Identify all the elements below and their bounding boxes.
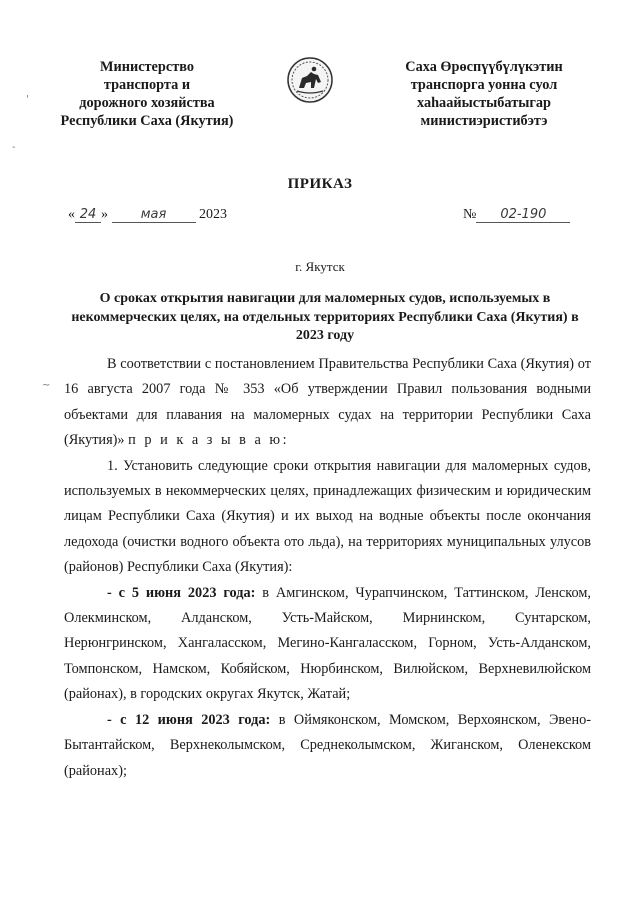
ministry-sakha-line: Саха Өрөспүүбүлүкэтин (405, 59, 563, 75)
clause-1-item-2 (64, 708, 591, 784)
ministry-name-ru (40, 58, 254, 130)
preamble-text: В соответствии с постановлением Правительства Республики Саха (Якутия) от 16 августа 2007 года № 353 «Об утверждении Правил пользования водными объектами для плавания на маломерных судах на территории Республики Саха (Якутия)» (64, 356, 591, 449)
item-1-date: - с 5 июня 2023 года: (107, 584, 256, 601)
scan-mark: ' (26, 94, 29, 105)
clause-1-item-1 (64, 581, 591, 708)
ministry-sakha-line: министиэристибэтэ (420, 113, 548, 129)
clause-1-paragraph: 1. Установить следующие сроки открытия навигации для маломерных судов, используемых в некоммерческих целях, принадлежащих физическим и юридическим лицам Республики Саха (Якутия) и их выход на водные объекты после окончания ледохода (очистки водного объекта ото льда), на территориях муниципальных улусов (районов) Республики Саха (Якутия): (64, 457, 591, 576)
number-prefix: № (463, 207, 477, 222)
scan-mark: - (12, 142, 16, 153)
scan-mark: ~ (42, 380, 51, 391)
ministry-sakha-line: транспорга уонна суол (410, 77, 558, 93)
date-close-quote: » (101, 207, 108, 222)
date-year: 2023 (199, 207, 227, 222)
order-verb: п р и к а з ы в а ю: (128, 432, 290, 449)
ministry-name-sakha (382, 58, 586, 130)
coat-of-arms-icon (285, 55, 335, 105)
order-date (68, 207, 227, 223)
item-2-text: в Оймяконском, Момском, Верхоянском, Эвено-Бытантайском, Верхнеколымском, Среднеколымском, Жиганском, Оленекском (районах); (64, 711, 592, 779)
ministry-ru-line: дорожного хозяйства (79, 95, 215, 111)
ministry-ru-line: Республики Саха (Якутия) (60, 113, 234, 129)
order-number (463, 207, 570, 223)
ministry-ru-line: Министерство (99, 59, 194, 75)
item-2-date: - с 12 июня 2023 года: (107, 711, 271, 728)
date-day: 24 (75, 207, 101, 223)
date-open-quote: « (68, 207, 75, 222)
document-title: ПРИКАЗ (287, 176, 353, 192)
ministry-ru-line: транспорта и (103, 77, 191, 93)
order-body (64, 352, 591, 784)
number-value: 02-190 (476, 207, 570, 223)
date-month: мая (112, 207, 196, 223)
preamble-paragraph (64, 352, 591, 454)
ministry-sakha-line: хаһаайыстыбатыгар (417, 95, 551, 111)
order-subject: О сроках открытия навигации для маломерных судов, используемых в некоммерческих целях, на отдельных территориях Республики Саха (Якутия) в 2023 году (71, 291, 579, 343)
item-1-text: в Амгинском, Чурапчинском, Таттинском, Ленском, Олекминском, Алданском, Усть-Майском, Мирнинском, Сунтарском, Нерюнгринском, Хангаласском, Мегино-Кангаласском, Горном, Усть-Алданском, Томпонском, Намском, Кобяйском, Нюрбинском, Вилюйском, Верхневилюйском (районах), в городских округах Якутск, Жатай; (64, 584, 591, 703)
city-label: г. Якутск (295, 259, 345, 274)
